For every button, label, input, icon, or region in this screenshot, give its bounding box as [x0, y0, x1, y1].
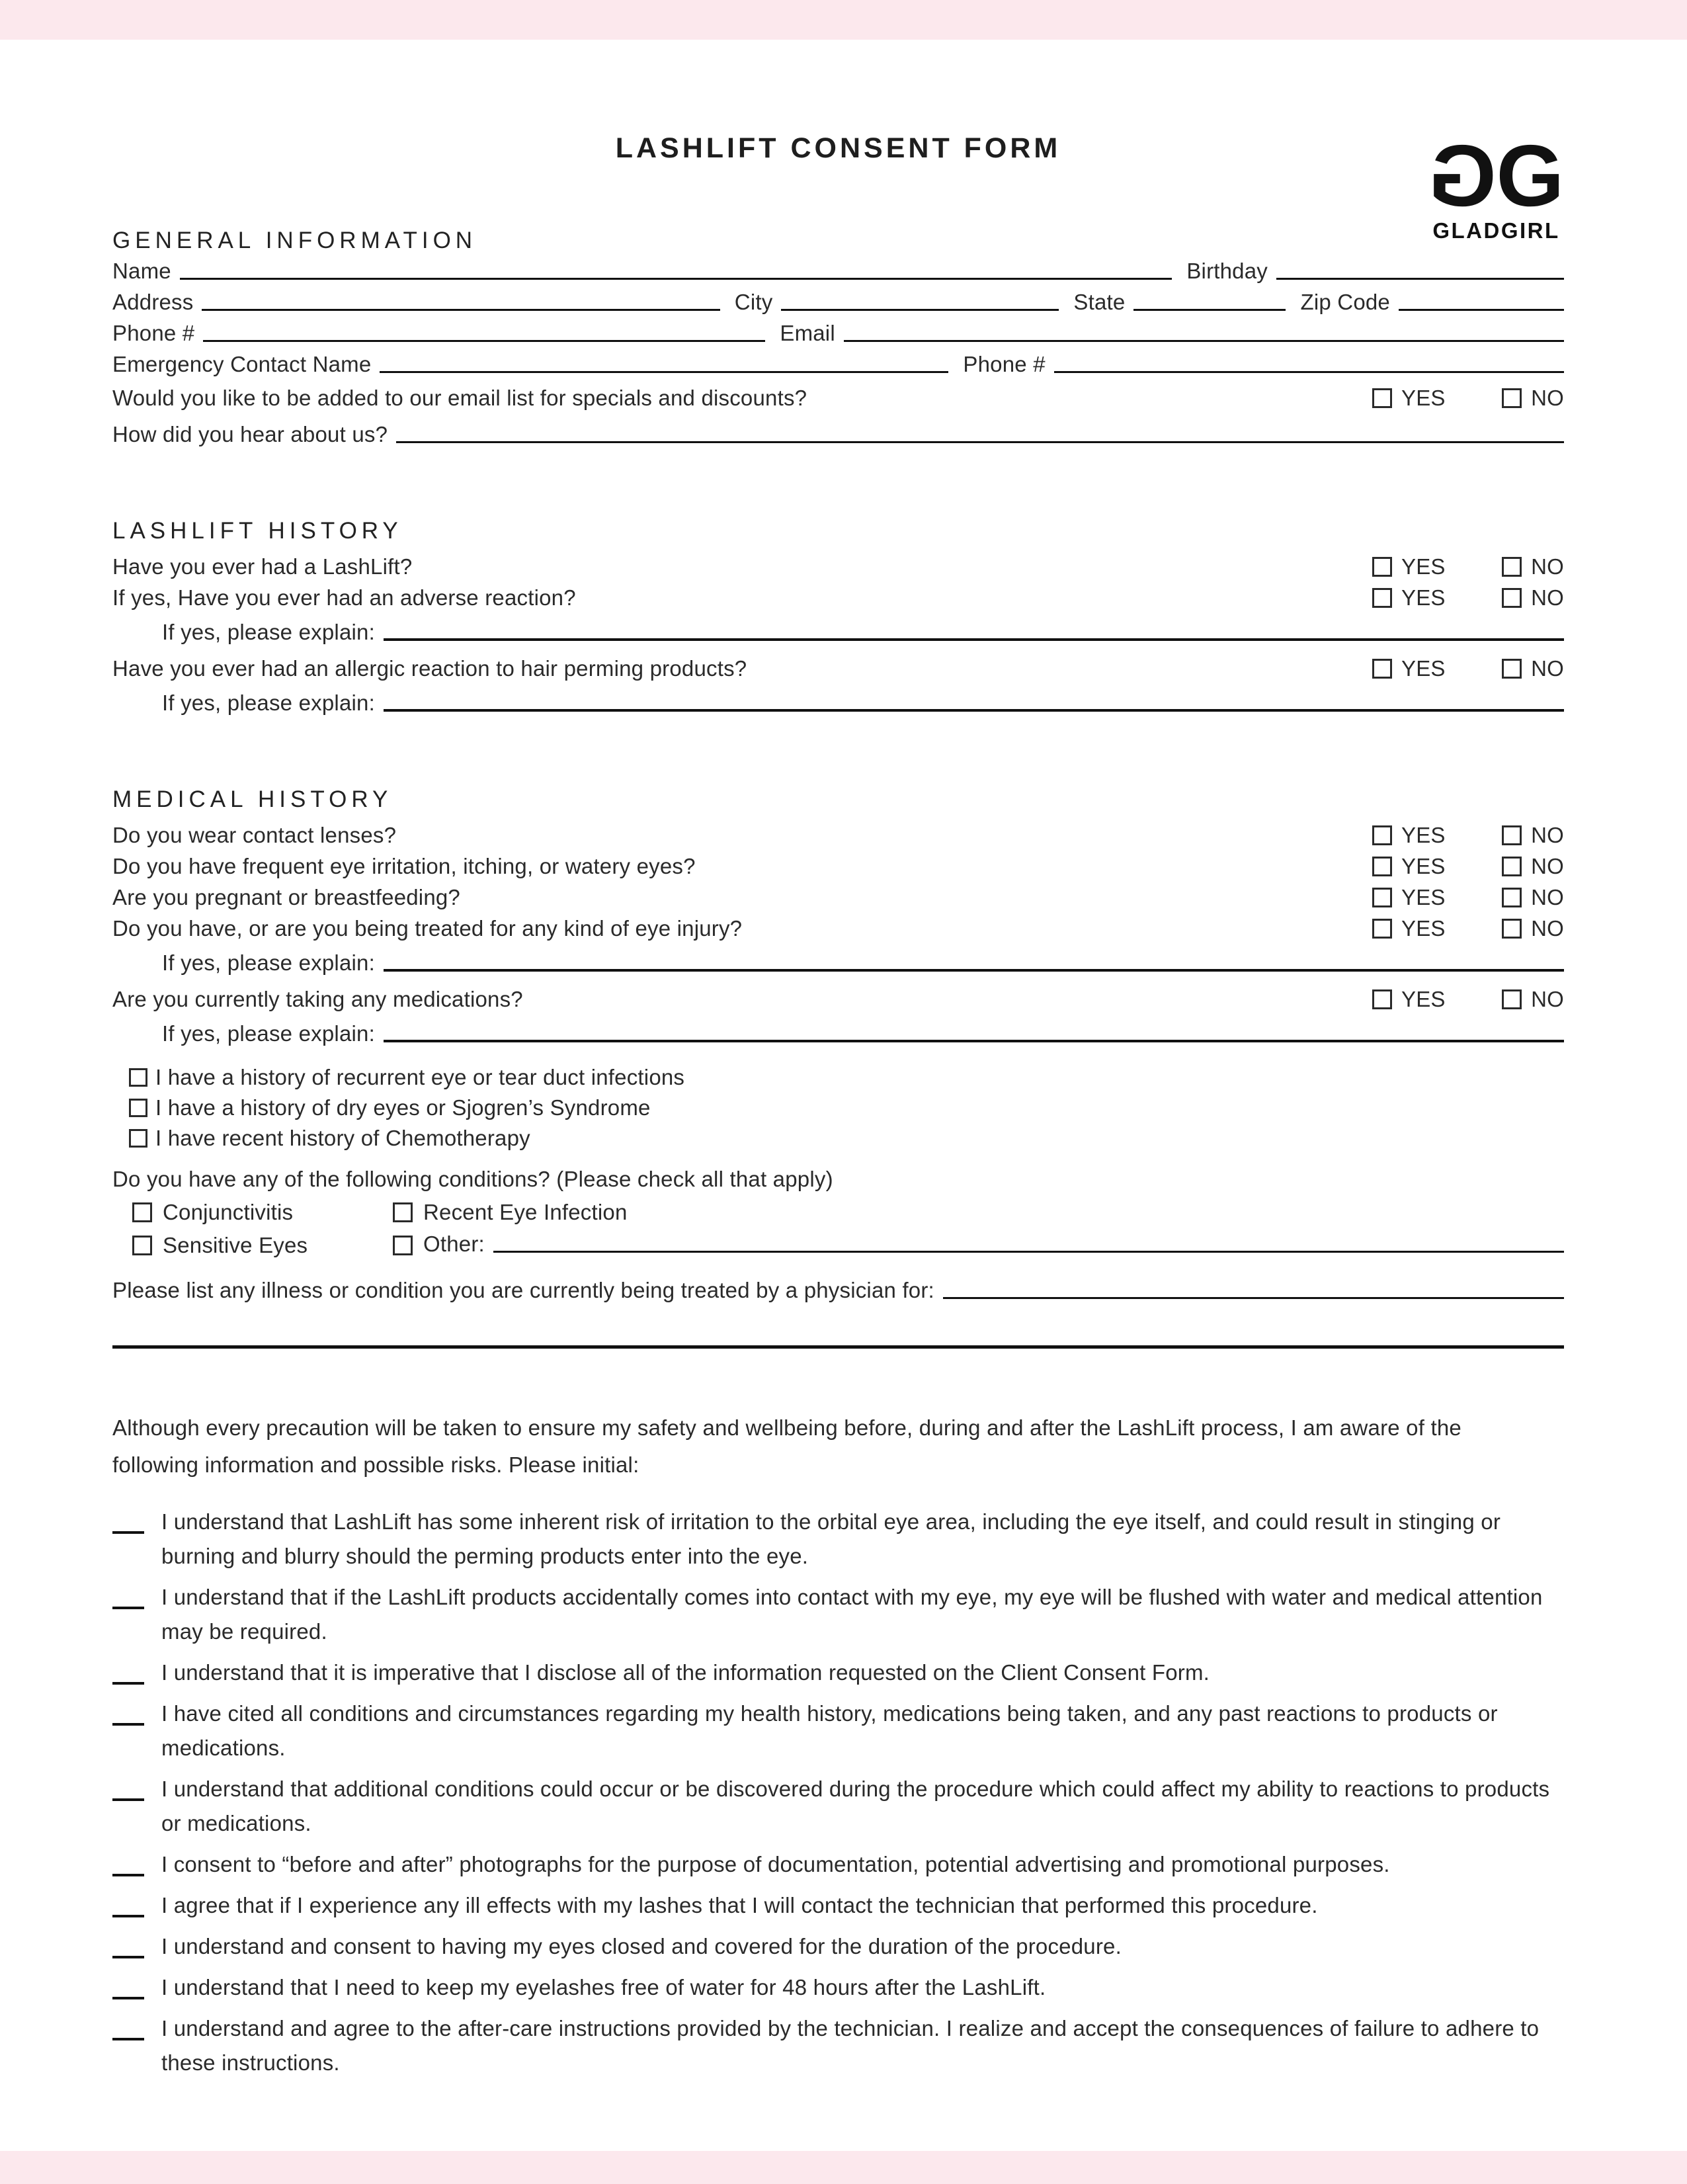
- no-label: NO: [1531, 915, 1564, 941]
- medical-q2: Do you have frequent eye irritation, itching, or watery eyes?: [112, 853, 696, 878]
- state-label: State: [1073, 290, 1126, 314]
- yes-no-group: [1372, 885, 1564, 910]
- no-checkbox[interactable]: [1502, 557, 1522, 577]
- birthday-input-line[interactable]: [1276, 278, 1564, 280]
- statement-text: I agree that if I experience any ill effects with my lashes that I will contact the technician that performed this procedure.: [161, 1893, 1318, 1917]
- lashlift-q3-row: [112, 653, 1564, 684]
- yes-label: YES: [1401, 585, 1446, 610]
- yes-checkbox[interactable]: [1372, 388, 1392, 408]
- yes-label: YES: [1401, 986, 1446, 1011]
- yes-no-group: [1372, 916, 1564, 941]
- page-title: LASHLIFT CONSENT FORM: [615, 132, 1061, 164]
- emergency-phone-label: Phone #: [963, 352, 1046, 376]
- physician-answer-line[interactable]: [112, 1345, 1564, 1349]
- medical-q4-row: [112, 913, 1564, 944]
- physician-input-line[interactable]: [943, 1297, 1564, 1299]
- yes-option: [1372, 916, 1446, 941]
- state-input-line[interactable]: [1133, 309, 1286, 311]
- phone-label: Phone #: [112, 321, 195, 345]
- consent-intro: Although every precaution will be taken to ensure my safety and wellbeing before, during and after the LashLift process, I am aware of the following information and possible risks. Please initial:: [112, 1415, 1461, 1477]
- yes-checkbox[interactable]: [1372, 557, 1392, 577]
- email-list-question: Would you like to be added to our email list for specials and discounts?: [112, 385, 807, 410]
- history-item: [129, 1062, 1564, 1093]
- history-item-label: I have a history of dry eyes or Sjogren’s Syndrome: [155, 1095, 651, 1120]
- yes-option: [1372, 854, 1446, 879]
- yes-option: [1372, 554, 1446, 579]
- name-label: Name: [112, 259, 171, 283]
- consent-statement: [112, 1505, 1564, 1574]
- initial-line[interactable]: [112, 1697, 144, 1726]
- condition-checkbox[interactable]: [393, 1236, 413, 1255]
- emergency-contact-label: Emergency Contact Name: [112, 352, 372, 376]
- physician-label: Please list any illness or condition you are currently being treated by a physician for:: [112, 1278, 934, 1302]
- no-label: NO: [1531, 822, 1564, 847]
- name-input-line[interactable]: [180, 278, 1173, 280]
- explain-label: If yes, please explain:: [162, 1021, 375, 1046]
- initial-line[interactable]: [112, 1580, 144, 1609]
- yes-no-group: [1372, 656, 1564, 681]
- statement-text: I understand that additional conditions could occur or be discovered during the procedure which could affect my ability to reactions to products or medications.: [161, 1777, 1550, 1835]
- zip-input-line[interactable]: [1399, 309, 1564, 311]
- address-input-line[interactable]: [202, 309, 720, 311]
- medical-history-heading: MEDICAL HISTORY: [112, 786, 393, 812]
- condition-checkbox[interactable]: [132, 1236, 152, 1255]
- consent-statement: [112, 1888, 1564, 1923]
- no-option: [1502, 987, 1564, 1012]
- condition-recent-eye-infection: [393, 1200, 628, 1225]
- medical-history-checklist: [112, 1062, 1564, 1154]
- gladgirl-wordmark: GLADGIRL: [1432, 218, 1560, 243]
- emergency-contact-input-line[interactable]: [380, 371, 948, 373]
- gladgirl-logo: [1428, 127, 1564, 243]
- initial-line[interactable]: [112, 1505, 144, 1534]
- statement-text: I understand that I need to keep my eyelashes free of water for 48 hours after the LashLift.: [161, 1975, 1046, 1999]
- conditions-row-1: [112, 1192, 1564, 1225]
- monogram-g-left: G: [1436, 127, 1497, 224]
- yes-no-group: [1372, 823, 1564, 848]
- initial-line[interactable]: [112, 1929, 144, 1958]
- no-label: NO: [1531, 884, 1564, 909]
- history-item: [129, 1093, 1564, 1123]
- medical-q2-row: [112, 851, 1564, 882]
- initial-line[interactable]: [112, 1656, 144, 1685]
- explain-input-line[interactable]: [384, 1040, 1564, 1042]
- no-label: NO: [1531, 655, 1564, 681]
- no-checkbox[interactable]: [1502, 989, 1522, 1009]
- no-checkbox[interactable]: [1502, 888, 1522, 907]
- monogram-g-right: G: [1496, 127, 1557, 224]
- initial-line[interactable]: [112, 1847, 144, 1876]
- lashlift-q3: Have you ever had an allergic reaction to hair perming products?: [112, 655, 747, 681]
- bottom-pink-band: [0, 2151, 1687, 2184]
- no-checkbox[interactable]: [1502, 857, 1522, 876]
- consent-statement: [112, 1697, 1564, 1765]
- condition-label: Conjunctivitis: [163, 1200, 294, 1224]
- initial-line[interactable]: [112, 2011, 144, 2040]
- consent-statement: [112, 1656, 1564, 1690]
- yes-label: YES: [1401, 655, 1446, 681]
- medical-explain-row-1: [112, 944, 1564, 977]
- physician-row: [112, 1270, 1564, 1304]
- lashlift-q1: Have you ever had a LashLift?: [112, 554, 413, 579]
- history-item: [129, 1123, 1564, 1154]
- no-option: [1502, 854, 1564, 879]
- no-checkbox[interactable]: [1502, 825, 1522, 845]
- yes-label: YES: [1401, 853, 1446, 878]
- yes-label: YES: [1401, 554, 1446, 579]
- medical-q3-row: [112, 882, 1564, 913]
- explain-label: If yes, please explain:: [162, 950, 375, 975]
- top-pink-band: [0, 0, 1687, 40]
- yes-checkbox[interactable]: [1372, 919, 1392, 939]
- statement-text: I understand and agree to the after-care instructions provided by the technician. I realize and accept the consequences of failure to adhere to these instructions.: [161, 2016, 1540, 2075]
- conditions-row-2: [112, 1225, 1564, 1258]
- yes-label: YES: [1401, 385, 1446, 410]
- initial-line[interactable]: [112, 1772, 144, 1801]
- statement-text: I understand that it is imperative that I disclose all of the information requested on the Client Consent Form.: [161, 1660, 1210, 1685]
- yes-label: YES: [1401, 822, 1446, 847]
- medical-q5-row: [112, 984, 1564, 1015]
- medical-q1-row: [112, 819, 1564, 851]
- condition-sensitive-eyes: [132, 1233, 393, 1258]
- conditions-question: Do you have any of the following conditions? (Please check all that apply): [112, 1167, 833, 1191]
- explain-label: If yes, please explain:: [162, 620, 375, 644]
- zip-label: Zip Code: [1300, 290, 1390, 314]
- no-option: [1502, 656, 1564, 681]
- city-input-line[interactable]: [781, 309, 1059, 311]
- lashlift-explain-row-1: [112, 613, 1564, 646]
- statement-text: I understand and consent to having my eyes closed and covered for the duration of the procedure.: [161, 1934, 1122, 1958]
- history-item-label: I have a history of recurrent eye or tear duct infections: [155, 1065, 685, 1089]
- email-list-question-row: [112, 382, 1564, 413]
- no-checkbox[interactable]: [1502, 659, 1522, 679]
- initial-line[interactable]: [112, 1970, 144, 1999]
- consent-statement: [112, 1929, 1564, 1964]
- city-label: City: [734, 290, 773, 314]
- yes-no-group: [1372, 987, 1564, 1012]
- hear-about-label: How did you hear about us?: [112, 422, 388, 446]
- medical-q4: Do you have, or are you being treated for any kind of eye injury?: [112, 915, 743, 941]
- yes-checkbox[interactable]: [1372, 588, 1392, 608]
- lashlift-explain-row-2: [112, 684, 1564, 717]
- condition-other-input-line[interactable]: [493, 1251, 1564, 1253]
- lashlift-history-heading: LASHLIFT HISTORY: [112, 518, 403, 544]
- no-label: NO: [1531, 385, 1564, 410]
- history-checkbox[interactable]: [129, 1099, 147, 1117]
- history-item-label: I have recent history of Chemotherapy: [155, 1126, 530, 1150]
- yes-option: [1372, 987, 1446, 1012]
- consent-statements: [112, 1505, 1564, 2080]
- no-label: NO: [1531, 853, 1564, 878]
- consent-statement: [112, 1580, 1564, 1649]
- lashlift-q1-row: [112, 551, 1564, 582]
- initial-line[interactable]: [112, 1888, 144, 1917]
- consent-statement: [112, 1970, 1564, 2005]
- email-input-line[interactable]: [844, 340, 1564, 342]
- yes-option: [1372, 386, 1446, 411]
- no-label: NO: [1531, 585, 1564, 610]
- phone-input-line[interactable]: [203, 340, 765, 342]
- no-option: [1502, 585, 1564, 610]
- condition-other: [393, 1232, 1564, 1258]
- yes-option: [1372, 656, 1446, 681]
- statement-text: I have cited all conditions and circumstances regarding my health history, medications being taken, and any past reactions to products or medications.: [161, 1701, 1498, 1760]
- history-checkbox[interactable]: [129, 1129, 147, 1148]
- condition-checkbox[interactable]: [132, 1202, 152, 1222]
- condition-label: Sensitive Eyes: [163, 1233, 308, 1257]
- statement-text: I consent to “before and after” photographs for the purpose of documentation, potential advertising and promotional purposes.: [161, 1852, 1390, 1876]
- condition-checkbox[interactable]: [393, 1202, 413, 1222]
- address-row: [112, 285, 1564, 316]
- yes-option: [1372, 885, 1446, 910]
- yes-checkbox[interactable]: [1372, 825, 1392, 845]
- no-option: [1502, 554, 1564, 579]
- condition-other-label: Other:: [423, 1232, 485, 1256]
- condition-label: Recent Eye Infection: [423, 1200, 628, 1224]
- hear-about-input-line[interactable]: [396, 441, 1564, 443]
- yes-option: [1372, 585, 1446, 610]
- emergency-contact-row: [112, 347, 1564, 378]
- yes-no-group: [1372, 854, 1564, 879]
- medical-explain-row-2: [112, 1015, 1564, 1048]
- birthday-label: Birthday: [1186, 259, 1268, 283]
- yes-label: YES: [1401, 915, 1446, 941]
- consent-statement: [112, 2011, 1564, 2080]
- yes-no-group: [1372, 554, 1564, 579]
- medical-q5: Are you currently taking any medications?: [112, 986, 523, 1011]
- name-row: [112, 254, 1564, 285]
- no-option: [1502, 823, 1564, 848]
- statement-text: I understand that if the LashLift products accidentally comes into contact with my eye, my eye will be flushed with water and medical attention may be required.: [161, 1585, 1543, 1644]
- no-option: [1502, 916, 1564, 941]
- history-checkbox[interactable]: [129, 1068, 147, 1087]
- yes-checkbox[interactable]: [1372, 659, 1392, 679]
- explain-input-line[interactable]: [384, 709, 1564, 712]
- form-content: [0, 40, 1687, 2151]
- explain-input-line[interactable]: [384, 638, 1564, 641]
- medical-q3: Are you pregnant or breastfeeding?: [112, 884, 460, 909]
- no-option: [1502, 885, 1564, 910]
- no-label: NO: [1531, 554, 1564, 579]
- no-label: NO: [1531, 986, 1564, 1011]
- yes-checkbox[interactable]: [1372, 857, 1392, 876]
- yes-label: YES: [1401, 884, 1446, 909]
- consent-statement: [112, 1772, 1564, 1841]
- email-label: Email: [780, 321, 835, 345]
- explain-label: If yes, please explain:: [162, 691, 375, 715]
- statement-text: I understand that LashLift has some inherent risk of irritation to the orbital eye area, including the eye itself, and could result in stinging or burning and blurry should the perming products enter into the eye.: [161, 1509, 1501, 1568]
- no-checkbox[interactable]: [1502, 919, 1522, 939]
- emergency-phone-input-line[interactable]: [1054, 371, 1564, 373]
- yes-checkbox[interactable]: [1372, 989, 1392, 1009]
- consent-statement: [112, 1847, 1564, 1882]
- yes-option: [1372, 823, 1446, 848]
- general-information-heading: GENERAL INFORMATION: [112, 228, 477, 253]
- no-checkbox[interactable]: [1502, 588, 1522, 608]
- lashlift-q2-row: [112, 582, 1564, 613]
- yes-no-group: [1372, 386, 1564, 411]
- yes-no-group: [1372, 585, 1564, 610]
- address-label: Address: [112, 290, 194, 314]
- no-option: [1502, 386, 1564, 411]
- yes-checkbox[interactable]: [1372, 888, 1392, 907]
- lashlift-q2: If yes, Have you ever had an adverse reaction?: [112, 585, 576, 610]
- no-checkbox[interactable]: [1502, 388, 1522, 408]
- phone-email-row: [112, 316, 1564, 347]
- gladgirl-monogram-icon: [1428, 127, 1564, 224]
- condition-conjunctivitis: [132, 1200, 393, 1225]
- hear-about-row: [112, 417, 1564, 448]
- medical-q1: Do you wear contact lenses?: [112, 822, 397, 847]
- explain-input-line[interactable]: [384, 969, 1564, 972]
